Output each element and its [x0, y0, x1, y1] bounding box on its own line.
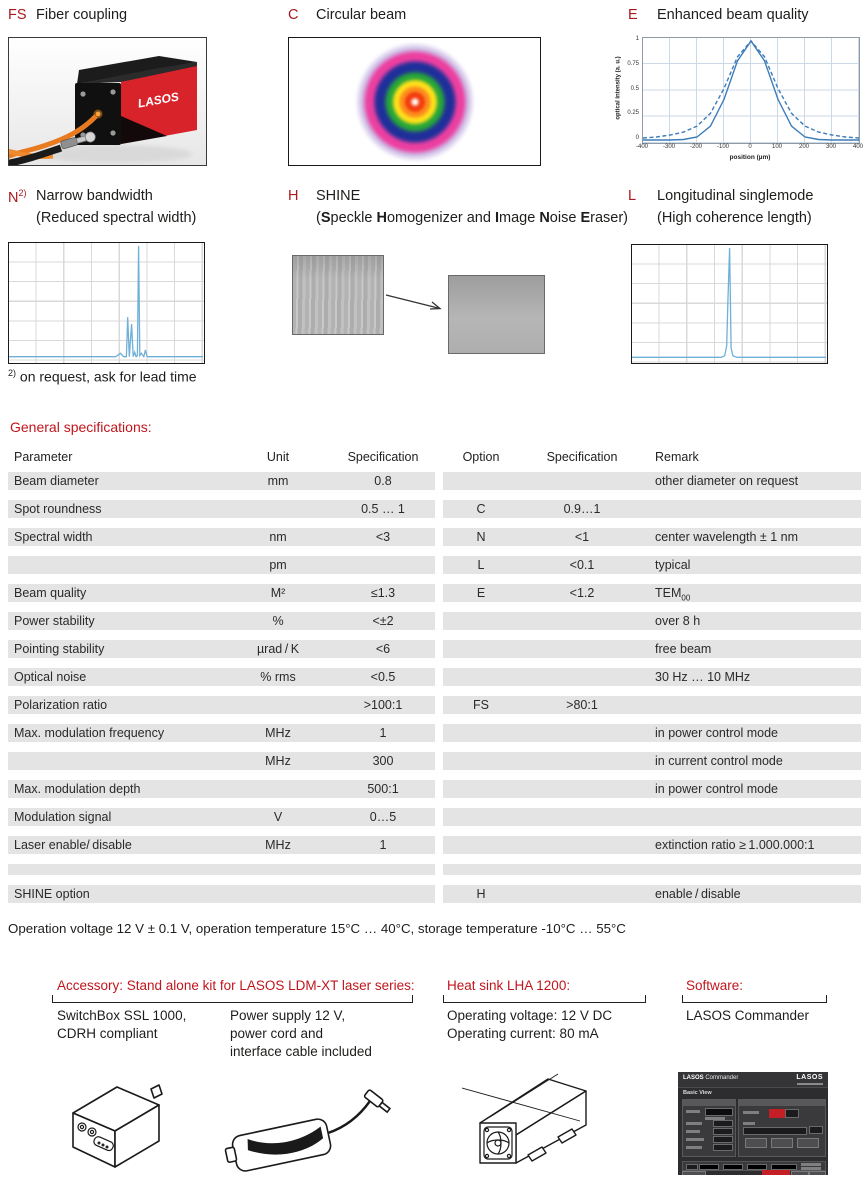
parameter-cell: Max. modulation frequency — [14, 726, 165, 740]
commander-view-label: Basic View — [683, 1090, 712, 1096]
y-tick-label: 0.75 — [627, 60, 639, 67]
speckle-image-before — [292, 255, 384, 335]
col-header-parameter: Parameter — [14, 450, 73, 464]
feature-code-e: E — [628, 7, 638, 23]
col-header-option: Option — [462, 450, 500, 464]
table-row — [0, 780, 863, 798]
y-tick-label: 1 — [635, 36, 639, 42]
option-cell: E — [476, 586, 486, 600]
option-specification-cell: <0.1 — [569, 558, 595, 572]
circular-beam-image — [288, 37, 541, 166]
col-header-unit: Unit — [266, 450, 290, 464]
commander-left-panel — [682, 1099, 736, 1157]
option-cell: FS — [473, 698, 489, 712]
parameter-cell: Pointing stability — [14, 642, 105, 656]
x-tick-label: -200 — [689, 144, 702, 150]
remark-cell: enable / disable — [655, 887, 741, 901]
option-cell: H — [476, 887, 486, 901]
commander-button — [791, 1171, 809, 1175]
option-cell: C — [476, 502, 486, 516]
remark-cell: in power control mode — [655, 782, 778, 796]
beam-profile-rings — [355, 42, 475, 162]
feature-code-l: L — [628, 188, 637, 204]
table-row — [0, 808, 863, 826]
software-screenshot — [678, 1072, 828, 1175]
y-tick-label: 0.5 — [630, 85, 639, 92]
table-row — [0, 836, 863, 854]
col-header-remark: Remark — [655, 450, 699, 464]
operation-note: Operation voltage 12 V ± 0.1 V, operation temperature 15°C … 40°C, storage temperature -10°C … 55°C — [8, 921, 626, 936]
switchbox-description: SwitchBox SSL 1000, CDRH compliant — [57, 1008, 187, 1041]
unit-cell: MHz — [265, 754, 291, 768]
feature-code-h: H — [288, 188, 299, 204]
feature-subtitle-shine: (Speckle Homogenizer and Image Noise Eraser) — [316, 210, 628, 226]
commander-button — [771, 1138, 793, 1148]
software-section-title: Software: — [686, 978, 744, 993]
remark-cell: $TEM_{00}$ — [655, 586, 691, 603]
parameter-cell: Power stability — [14, 614, 95, 628]
option-cell: L — [477, 558, 485, 572]
heatsink-section-title: Heat sink LHA 1200: — [447, 978, 571, 993]
specification-cell: 1 — [379, 838, 387, 852]
table-row — [0, 612, 863, 630]
feature-title-enhanced-beam-quality: Enhanced beam quality — [657, 7, 809, 23]
parameter-cell: Max. modulation depth — [14, 782, 141, 796]
footnote: $^{2)}$ on request, ask for lead time — [8, 368, 197, 385]
option-specification-cell: <1 — [574, 530, 590, 544]
beam-quality-chart — [610, 28, 863, 168]
lasos-logo: LASOS — [796, 1074, 823, 1081]
feature-title-fiber-coupling: Fiber coupling — [36, 7, 128, 23]
table-row — [0, 752, 863, 770]
specification-cell: 1 — [379, 726, 387, 740]
y-axis-label: optical intensity (a. u.) — [615, 56, 622, 120]
parameter-cell: Beam diameter — [14, 474, 99, 488]
table-row — [0, 528, 863, 546]
parameter-cell: Laser enable/ disable — [14, 838, 132, 852]
table-row — [0, 885, 863, 903]
commander-change-button — [682, 1171, 706, 1175]
commander-title: LASOS Commander — [683, 1075, 739, 1081]
table-header-row — [0, 448, 863, 466]
commander-button — [809, 1171, 826, 1175]
feature-code-n: $N^{2)}$ — [8, 188, 27, 206]
remark-cell: over 8 h — [655, 614, 701, 628]
remark-cell: center wavelength ± 1 nm — [655, 530, 799, 544]
specification-cell: <±2 — [372, 614, 394, 628]
accessory-bracket — [52, 995, 413, 1003]
unit-cell: V — [273, 810, 283, 824]
parameter-cell: Polarization ratio — [14, 698, 108, 712]
remark-cell: typical — [655, 558, 691, 572]
heatsink-drawing — [462, 1063, 607, 1181]
feature-title-narrow-bandwidth: Narrow bandwidth — [36, 188, 153, 204]
feature-subtitle-longitudinal-singlemode: (High coherence length) — [657, 210, 812, 226]
option-specification-cell: >80:1 — [566, 698, 598, 712]
commander-button — [745, 1138, 767, 1148]
laser-off-button — [785, 1109, 799, 1118]
remark-cell: 30 Hz … 10 MHz — [655, 670, 751, 684]
unit-cell: M² — [270, 586, 286, 600]
parameter-cell: Spot roundness — [14, 502, 102, 516]
specification-cell: 300 — [372, 754, 394, 768]
col-header-option-specification: Specification — [546, 450, 618, 464]
parameter-cell: SHINE option — [14, 887, 90, 901]
x-axis-label: position (µm) — [729, 154, 771, 161]
specification-cell: <3 — [375, 530, 391, 544]
specification-cell: <6 — [375, 642, 391, 656]
feature-code-fs: FS — [8, 7, 27, 23]
singlemode-chart — [631, 244, 828, 364]
feature-code-c: C — [288, 7, 299, 23]
laser-on-button — [769, 1109, 785, 1118]
commander-right-panel — [738, 1099, 826, 1157]
accessory-section-title: Accessory: Stand alone kit for LASOS LDM-XT laser series: — [57, 978, 415, 993]
commander-button — [797, 1138, 819, 1148]
remark-cell: other diameter on request — [655, 474, 799, 488]
unit-cell: nm — [269, 530, 287, 544]
x-tick-label: -300 — [662, 144, 675, 150]
power-supply-description: Power supply 12 V, power cord and interface cable included — [230, 1008, 372, 1059]
table-row — [0, 472, 863, 490]
table-row — [0, 584, 863, 602]
table-row — [0, 556, 863, 574]
specification-cell: 500:1 — [367, 782, 399, 796]
table-row — [0, 640, 863, 658]
feature-title-circular-beam: Circular beam — [316, 7, 407, 23]
parameter-cell: Beam quality — [14, 586, 87, 600]
y-tick-label: 0.25 — [627, 110, 639, 117]
specification-cell: >100:1 — [363, 698, 403, 712]
y-tick-label: 0 — [635, 135, 639, 141]
unit-cell: mm — [267, 474, 289, 488]
arrow-icon — [384, 288, 448, 316]
x-tick-label: 300 — [825, 144, 836, 150]
specification-cell: ≤1.3 — [370, 586, 396, 600]
feature-title-longitudinal-singlemode: Longitudinal singlemode — [657, 188, 814, 204]
specification-cell: <0.5 — [370, 670, 396, 684]
switchbox-drawing — [55, 1075, 175, 1175]
x-tick-label: 100 — [771, 144, 782, 150]
x-tick-label: 400 — [852, 144, 863, 150]
power-supply-drawing — [222, 1075, 402, 1180]
speckle-image-after — [448, 275, 545, 354]
unit-cell: MHz — [265, 838, 291, 852]
table-row — [0, 696, 863, 714]
beam-quality-plot-area — [642, 37, 860, 144]
feature-title-shine: SHINE — [316, 188, 361, 204]
parameter-cell: Modulation signal — [14, 810, 112, 824]
x-tick-label: 0 — [748, 144, 752, 150]
remark-cell: free beam — [655, 642, 712, 656]
unit-cell: µrad / K — [256, 642, 300, 656]
laser-module-drawing — [9, 38, 206, 165]
parameter-cell: Spectral width — [14, 530, 93, 544]
option-specification-cell: 0.9…1 — [563, 502, 601, 516]
table-row — [0, 668, 863, 686]
remark-cell: extinction ratio ≥ 1.000.000:1 — [655, 838, 815, 852]
unit-cell: MHz — [265, 726, 291, 740]
remark-cell: in power control mode — [655, 726, 778, 740]
lasos-logo-subline — [797, 1083, 823, 1085]
table-row — [0, 724, 863, 742]
table-row — [0, 500, 863, 518]
x-tick-label: -100 — [716, 144, 729, 150]
remark-cell: in current control mode — [655, 754, 783, 768]
specification-cell: 0.5 … 1 — [361, 502, 405, 516]
software-description: LASOS Commander — [686, 1008, 810, 1023]
parameter-cell: Optical noise — [14, 670, 87, 684]
commander-status-strip — [682, 1161, 826, 1171]
x-tick-label: 200 — [798, 144, 809, 150]
specification-cell: 0…5 — [369, 810, 397, 824]
commander-red-button — [762, 1170, 790, 1175]
feature-subtitle-narrow-bandwidth: (Reduced spectral width) — [36, 210, 197, 226]
option-specification-cell: <1.2 — [569, 586, 595, 600]
table-row — [0, 864, 863, 875]
laser-module-photo — [8, 37, 207, 166]
x-tick-label: -400 — [635, 144, 648, 150]
laser-brand-label: LASOS — [136, 89, 180, 111]
heatsink-bracket — [443, 995, 646, 1003]
col-header-specification: Specification — [347, 450, 419, 464]
unit-cell: % — [272, 614, 284, 628]
specification-cell: 0.8 — [374, 474, 392, 488]
unit-cell: pm — [269, 558, 287, 572]
unit-cell: % rms — [260, 670, 296, 684]
software-bracket — [682, 995, 827, 1003]
table-title: General specifications: — [10, 419, 152, 435]
narrow-bandwidth-chart — [8, 242, 205, 364]
option-cell: N — [476, 530, 486, 544]
heatsink-description: Operating voltage: 12 V DC Operating current: 80 mA — [447, 1008, 613, 1041]
